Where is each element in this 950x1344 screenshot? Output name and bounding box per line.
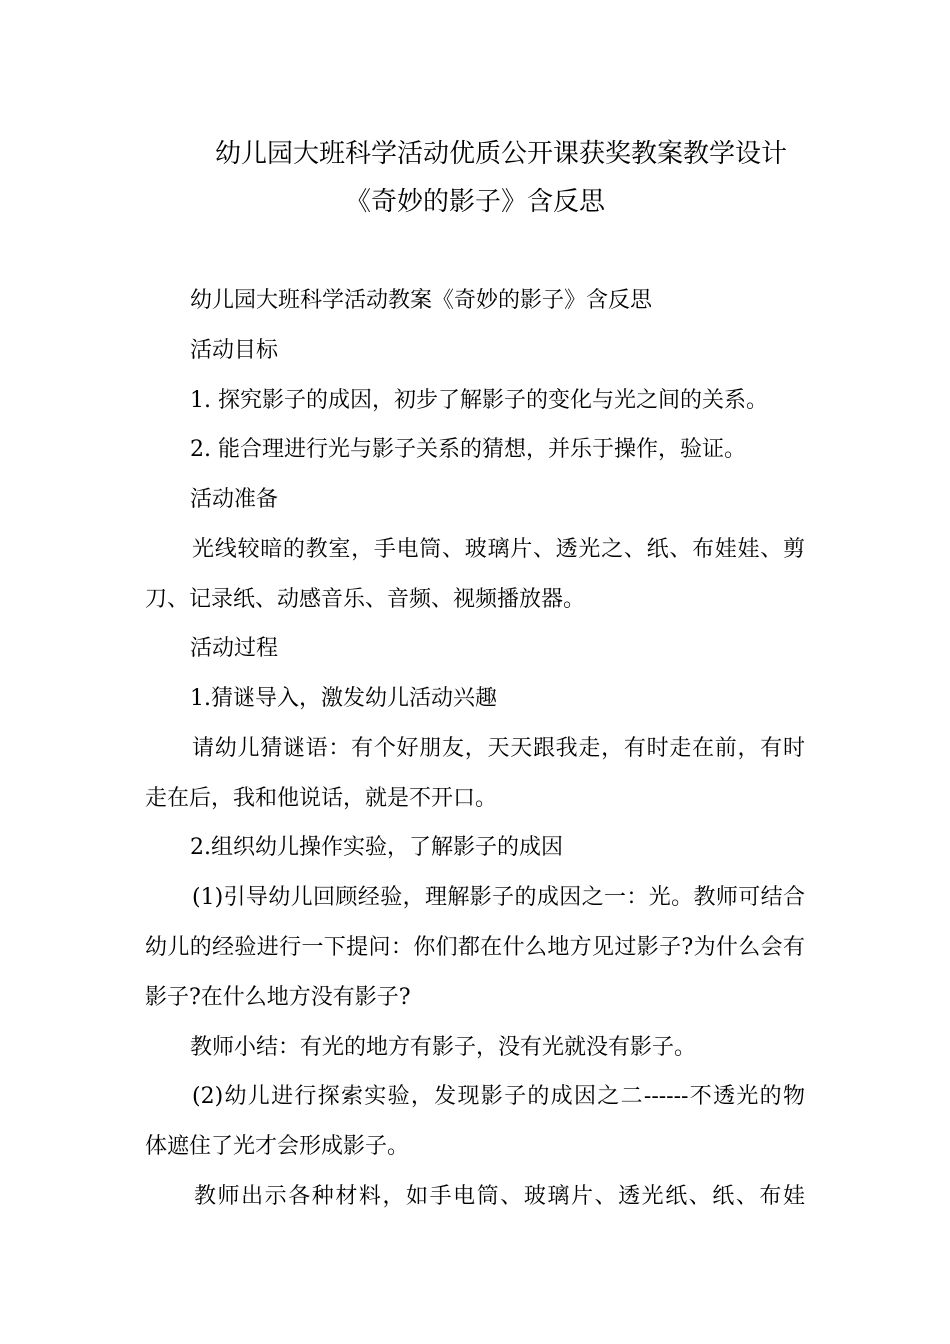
document-title-line2: 《奇妙的影子》含反思	[344, 187, 605, 217]
goal-item-1: 1. 探究影子的成因，初步了解影子的变化与光之间的关系。	[190, 388, 768, 413]
process-step-2-heading: 2.组织幼儿操作实验，了解影子的成因	[190, 835, 563, 860]
document-title-line1: 幼儿园大班科学活动优质公开课获奖教案教学设计	[214, 139, 787, 169]
riddle-paragraph-line1: 请幼儿猜谜语：有个好朋友，天天跟我走，有时走在前，有时	[192, 736, 805, 761]
step-2-2-paragraph-line1: (2)幼儿进行探索实验，发现影子的成因之二------不透光的物	[192, 1084, 805, 1109]
process-step-1-heading: 1.猜谜导入，激发幼儿活动兴趣	[190, 686, 497, 711]
teacher-summary: 教师小结：有光的地方有影子，没有光就没有影子。	[190, 1035, 697, 1060]
preparation-paragraph-line2: 刀、记录纸、动感音乐、音频、视频播放器。	[145, 587, 586, 612]
section-heading-preparation: 活动准备	[190, 487, 279, 512]
subtitle-paragraph: 幼儿园大班科学活动教案《奇妙的影子》含反思	[190, 288, 653, 313]
goal-item-2: 2. 能合理进行光与影子关系的猜想，并乐于操作，验证。	[190, 437, 746, 462]
step-2-1-paragraph-line2: 幼儿的经验进行一下提问：你们都在什么地方见过影子?为什么会有	[145, 935, 805, 960]
preparation-paragraph-line1: 光线较暗的教室，手电筒、玻璃片、透光之、纸、布娃娃、剪	[192, 537, 805, 562]
section-heading-process: 活动过程	[190, 636, 279, 661]
materials-paragraph-line1: 教师出示各种材料，如手电筒、玻璃片、透光纸、纸、布娃	[194, 1184, 805, 1209]
step-2-1-paragraph-line3: 影子?在什么地方没有影子?	[145, 985, 411, 1010]
step-2-2-paragraph-line2: 体遮住了光才会形成影子。	[145, 1134, 410, 1159]
section-heading-goals: 活动目标	[190, 338, 279, 363]
step-2-1-paragraph-line1: (1)引导幼儿回顾经验，理解影子的成因之一：光。教师可结合	[192, 885, 805, 910]
riddle-paragraph-line2: 走在后，我和他说话，就是不开口。	[145, 786, 498, 811]
